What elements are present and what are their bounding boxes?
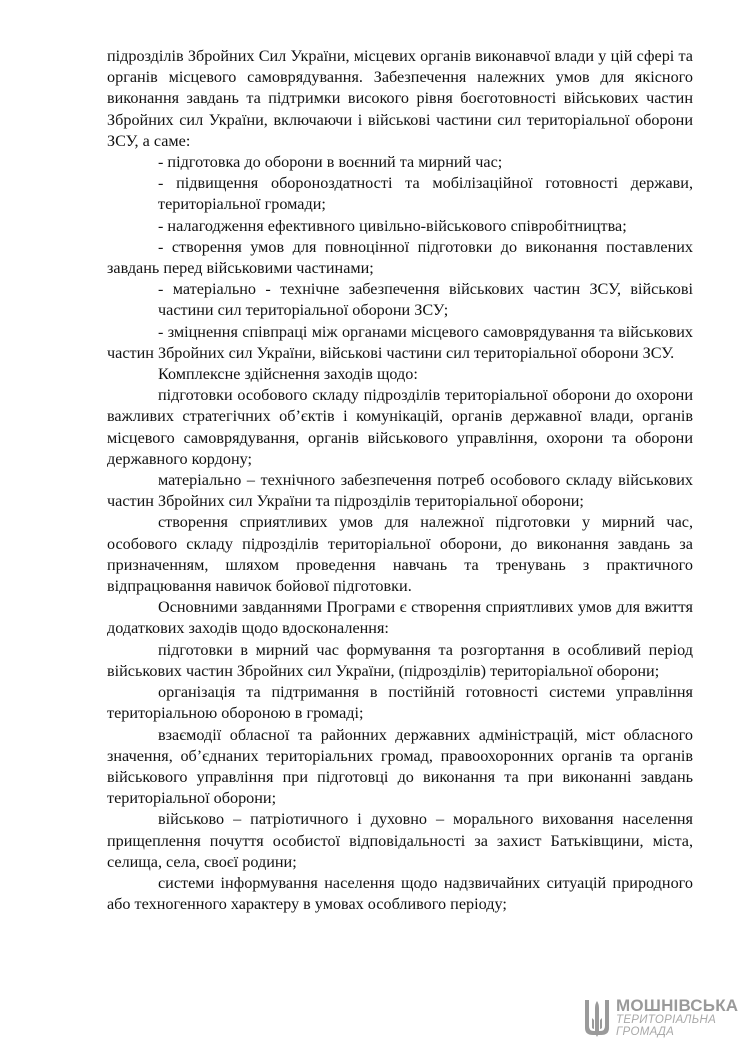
paragraph-information-system: системи інформування населення щодо надзвичайних ситуацій природного або техногенного характеру в умовах особливого періоду; [107, 873, 693, 914]
community-logo [584, 996, 739, 1040]
paragraph-intro: підрозділів Збройних Сил України, місцевих органів виконавчої влади у цій сфері та органів місцевого самоврядування. Забезпечення належних умов для якісного виконання завдань та підтримки високого рівня боєготовності військових частин Збройних сил України, включаючи і військові частини сил територіальної оборони ЗСУ, а саме: [107, 47, 693, 150]
logo-title: МОШНІВСЬКА [616, 996, 739, 1015]
trident-icon [584, 998, 610, 1038]
list-item-training-conditions: - створення умов для повноцінної підготовки до виконання поставлених завдань перед військовими частинами; [107, 237, 693, 278]
paragraph-patriotic-education: військово – патріотичного і духовно – морального виховання населення прищеплення почуття особистої відповідальності за захист Батьківщини, міста, селища, села, своєї родини; [107, 810, 693, 871]
paragraph-complex-measures: Комплексне здійснення заходів щодо: [158, 365, 418, 384]
list-item-civil-military-cooperation: - налагодження ефективного цивільно-військового співробітництва; [158, 216, 627, 235]
logo-subtitle-1: ТЕРИТОРІАЛЬНА [616, 1014, 717, 1026]
paragraph-main-tasks: Основними завданнями Програми є створення сприятливих умов для вжиття додаткових заходів щодо вдосконалення: [107, 598, 693, 638]
document-body [107, 46, 693, 915]
paragraph-peacetime-preparation: підготовки в мирний час формування та розгортання в особливий період військових частин Збройних сил України, (підрозділів) територіальної оборони; [107, 640, 693, 680]
paragraph-management-system: організація та підтримання в постійній готовності системи управління територіальною обороною в громаді; [107, 683, 693, 723]
paragraph-personnel-training: підготовки особового складу підрозділів територіальної оборони до охорони важливих стратегічних об’єктів і комунікацій, органів державної влади, органів місцевого самоврядування, органів військового управління, охорони та оборони державного кордону; [107, 386, 693, 468]
list-item-defense-capability: - підвищення обороноздатності та мобілізаційної готовності держави, територіальної громади; [158, 174, 693, 214]
paragraph-interaction: взаємодії обласної та районних державних адміністрацій, міст обласного значення, об’єднаних територіальних громад, правоохоронних органів та органів військового управління при підготовці до виконання та при виконанні завдань територіальної оборони; [107, 725, 693, 808]
list-item-cooperation-strengthening: - зміцнення співпраці між органами місцевого самоврядування та військових частин Збройних сил України, військові частини сил територіальної оборони ЗСУ. [107, 322, 693, 362]
paragraph-favorable-conditions: створення сприятливих умов для належної підготовки у мирний час, особового складу підрозділів територіальної оборони, до виконання завдань за призначенням, шляхом проведення навчань та тренувань з практичного відпрацювання навичок бойової підготовки. [107, 513, 693, 596]
list-item-material-support: - матеріально - технічне забезпечення військових частин ЗСУ, військові частини сил територіальної оборони ЗСУ; [158, 280, 693, 320]
logo-subtitle-2: ГРОМАДА [616, 1026, 675, 1038]
list-item-defense-preparation: - підготовка до оборони в воєнний та мирний час; [158, 153, 503, 172]
paragraph-material-support: матеріально – технічного забезпечення потреб особового складу військових частин Збройних сил України та підрозділів територіальної оборони; [107, 471, 693, 511]
